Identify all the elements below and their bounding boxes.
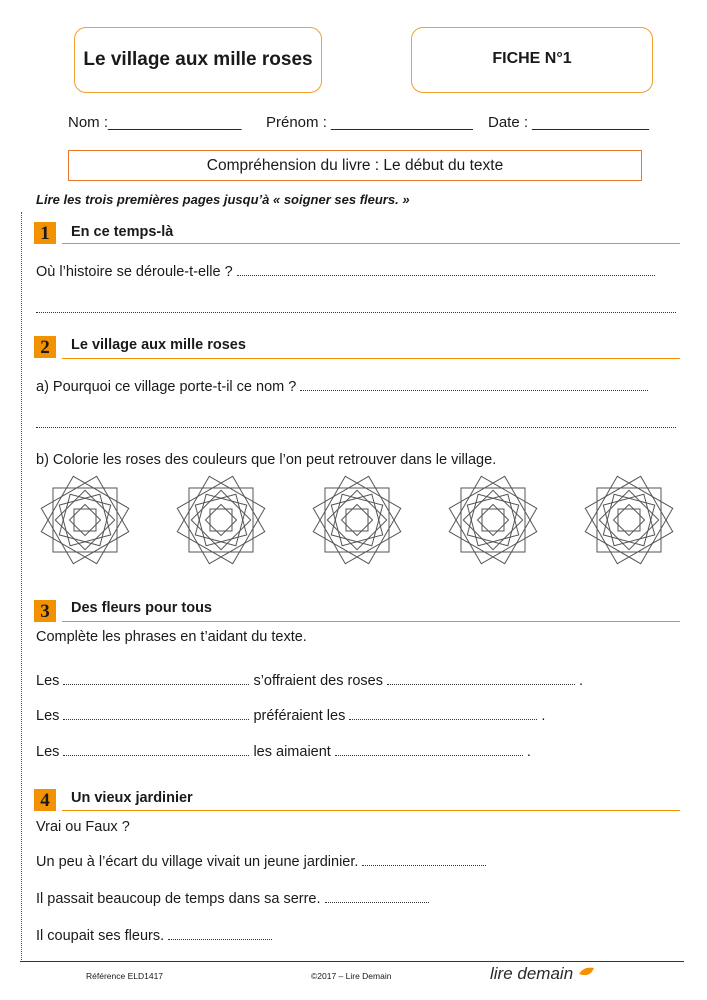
- section-3-title: Des fleurs pour tous: [71, 600, 212, 616]
- answer-line[interactable]: [237, 265, 655, 276]
- s1-question: Où l’histoire se déroule-t-elle ?: [36, 264, 655, 280]
- section-2-rule: [62, 358, 680, 359]
- nom-field[interactable]: Nom :________________: [68, 114, 242, 131]
- blank[interactable]: [335, 745, 523, 756]
- s3-sentence-1: Les s’offraient des roses .: [36, 673, 584, 689]
- rose-drawing[interactable]: [441, 468, 545, 572]
- footer-reference: Référence ELD1417: [86, 971, 164, 981]
- blank[interactable]: [349, 709, 537, 720]
- s4-statement-2: Il passait beaucoup de temps dans sa serre.: [36, 891, 429, 907]
- brand-logo: lire demain: [490, 964, 596, 984]
- leaf-icon: [578, 966, 596, 980]
- reading-instruction: Lire les trois premières pages jusqu’à « soigner ses fleurs. »: [36, 192, 410, 207]
- section-1-number: 1: [34, 222, 56, 244]
- s3-intro: Complète les phrases en t’aidant du texte.: [36, 629, 307, 645]
- answer-blank[interactable]: [168, 929, 272, 940]
- blank[interactable]: [63, 709, 249, 720]
- answer-blank[interactable]: [362, 855, 486, 866]
- rose-drawing[interactable]: [33, 468, 137, 572]
- s3-sentence-3: Les les aimaient .: [36, 744, 531, 760]
- section-1-rule: [62, 243, 680, 244]
- section-4-title: Un vieux jardinier: [71, 790, 193, 806]
- rose-drawing[interactable]: [305, 468, 409, 572]
- section-1-title: En ce temps-là: [71, 224, 174, 240]
- answer-blank[interactable]: [325, 892, 429, 903]
- blank[interactable]: [63, 745, 249, 756]
- section-3-rule: [62, 621, 680, 622]
- worksheet-title: Le village aux mille roses: [74, 27, 322, 93]
- footer-rule: [20, 961, 684, 962]
- s4-statement-1: Un peu à l’écart du village vivait un jeune jardinier.: [36, 854, 486, 870]
- s2-question-b: b) Colorie les roses des couleurs que l’on peut retrouver dans le village.: [36, 452, 497, 468]
- answer-line[interactable]: [36, 417, 676, 428]
- answer-line[interactable]: [300, 380, 648, 391]
- section-4-rule: [62, 810, 680, 811]
- s4-intro: Vrai ou Faux ?: [36, 819, 130, 835]
- s4-statement-3: Il coupait ses fleurs.: [36, 928, 272, 944]
- prenom-field[interactable]: Prénom : _________________: [266, 114, 473, 131]
- rose-drawing[interactable]: [169, 468, 273, 572]
- s3-sentence-2: Les préféraient les .: [36, 708, 546, 724]
- fiche-number: FICHE N°1: [411, 27, 653, 93]
- blank[interactable]: [387, 674, 575, 685]
- section-3-number: 3: [34, 600, 56, 622]
- s2-question-a: a) Pourquoi ce village porte-t-il ce nom ?: [36, 379, 648, 395]
- footer-copyright: ©2017 – Lire Demain: [311, 971, 392, 981]
- section-4-number: 4: [34, 789, 56, 811]
- answer-line[interactable]: [36, 302, 676, 313]
- left-margin-line: [21, 212, 22, 960]
- rose-drawing[interactable]: [577, 468, 681, 572]
- section-2-title: Le village aux mille roses: [71, 337, 246, 353]
- date-field[interactable]: Date : ______________: [488, 114, 649, 131]
- section-2-number: 2: [34, 336, 56, 358]
- blank[interactable]: [63, 674, 249, 685]
- subtitle-box: Compréhension du livre : Le début du texte: [68, 150, 642, 181]
